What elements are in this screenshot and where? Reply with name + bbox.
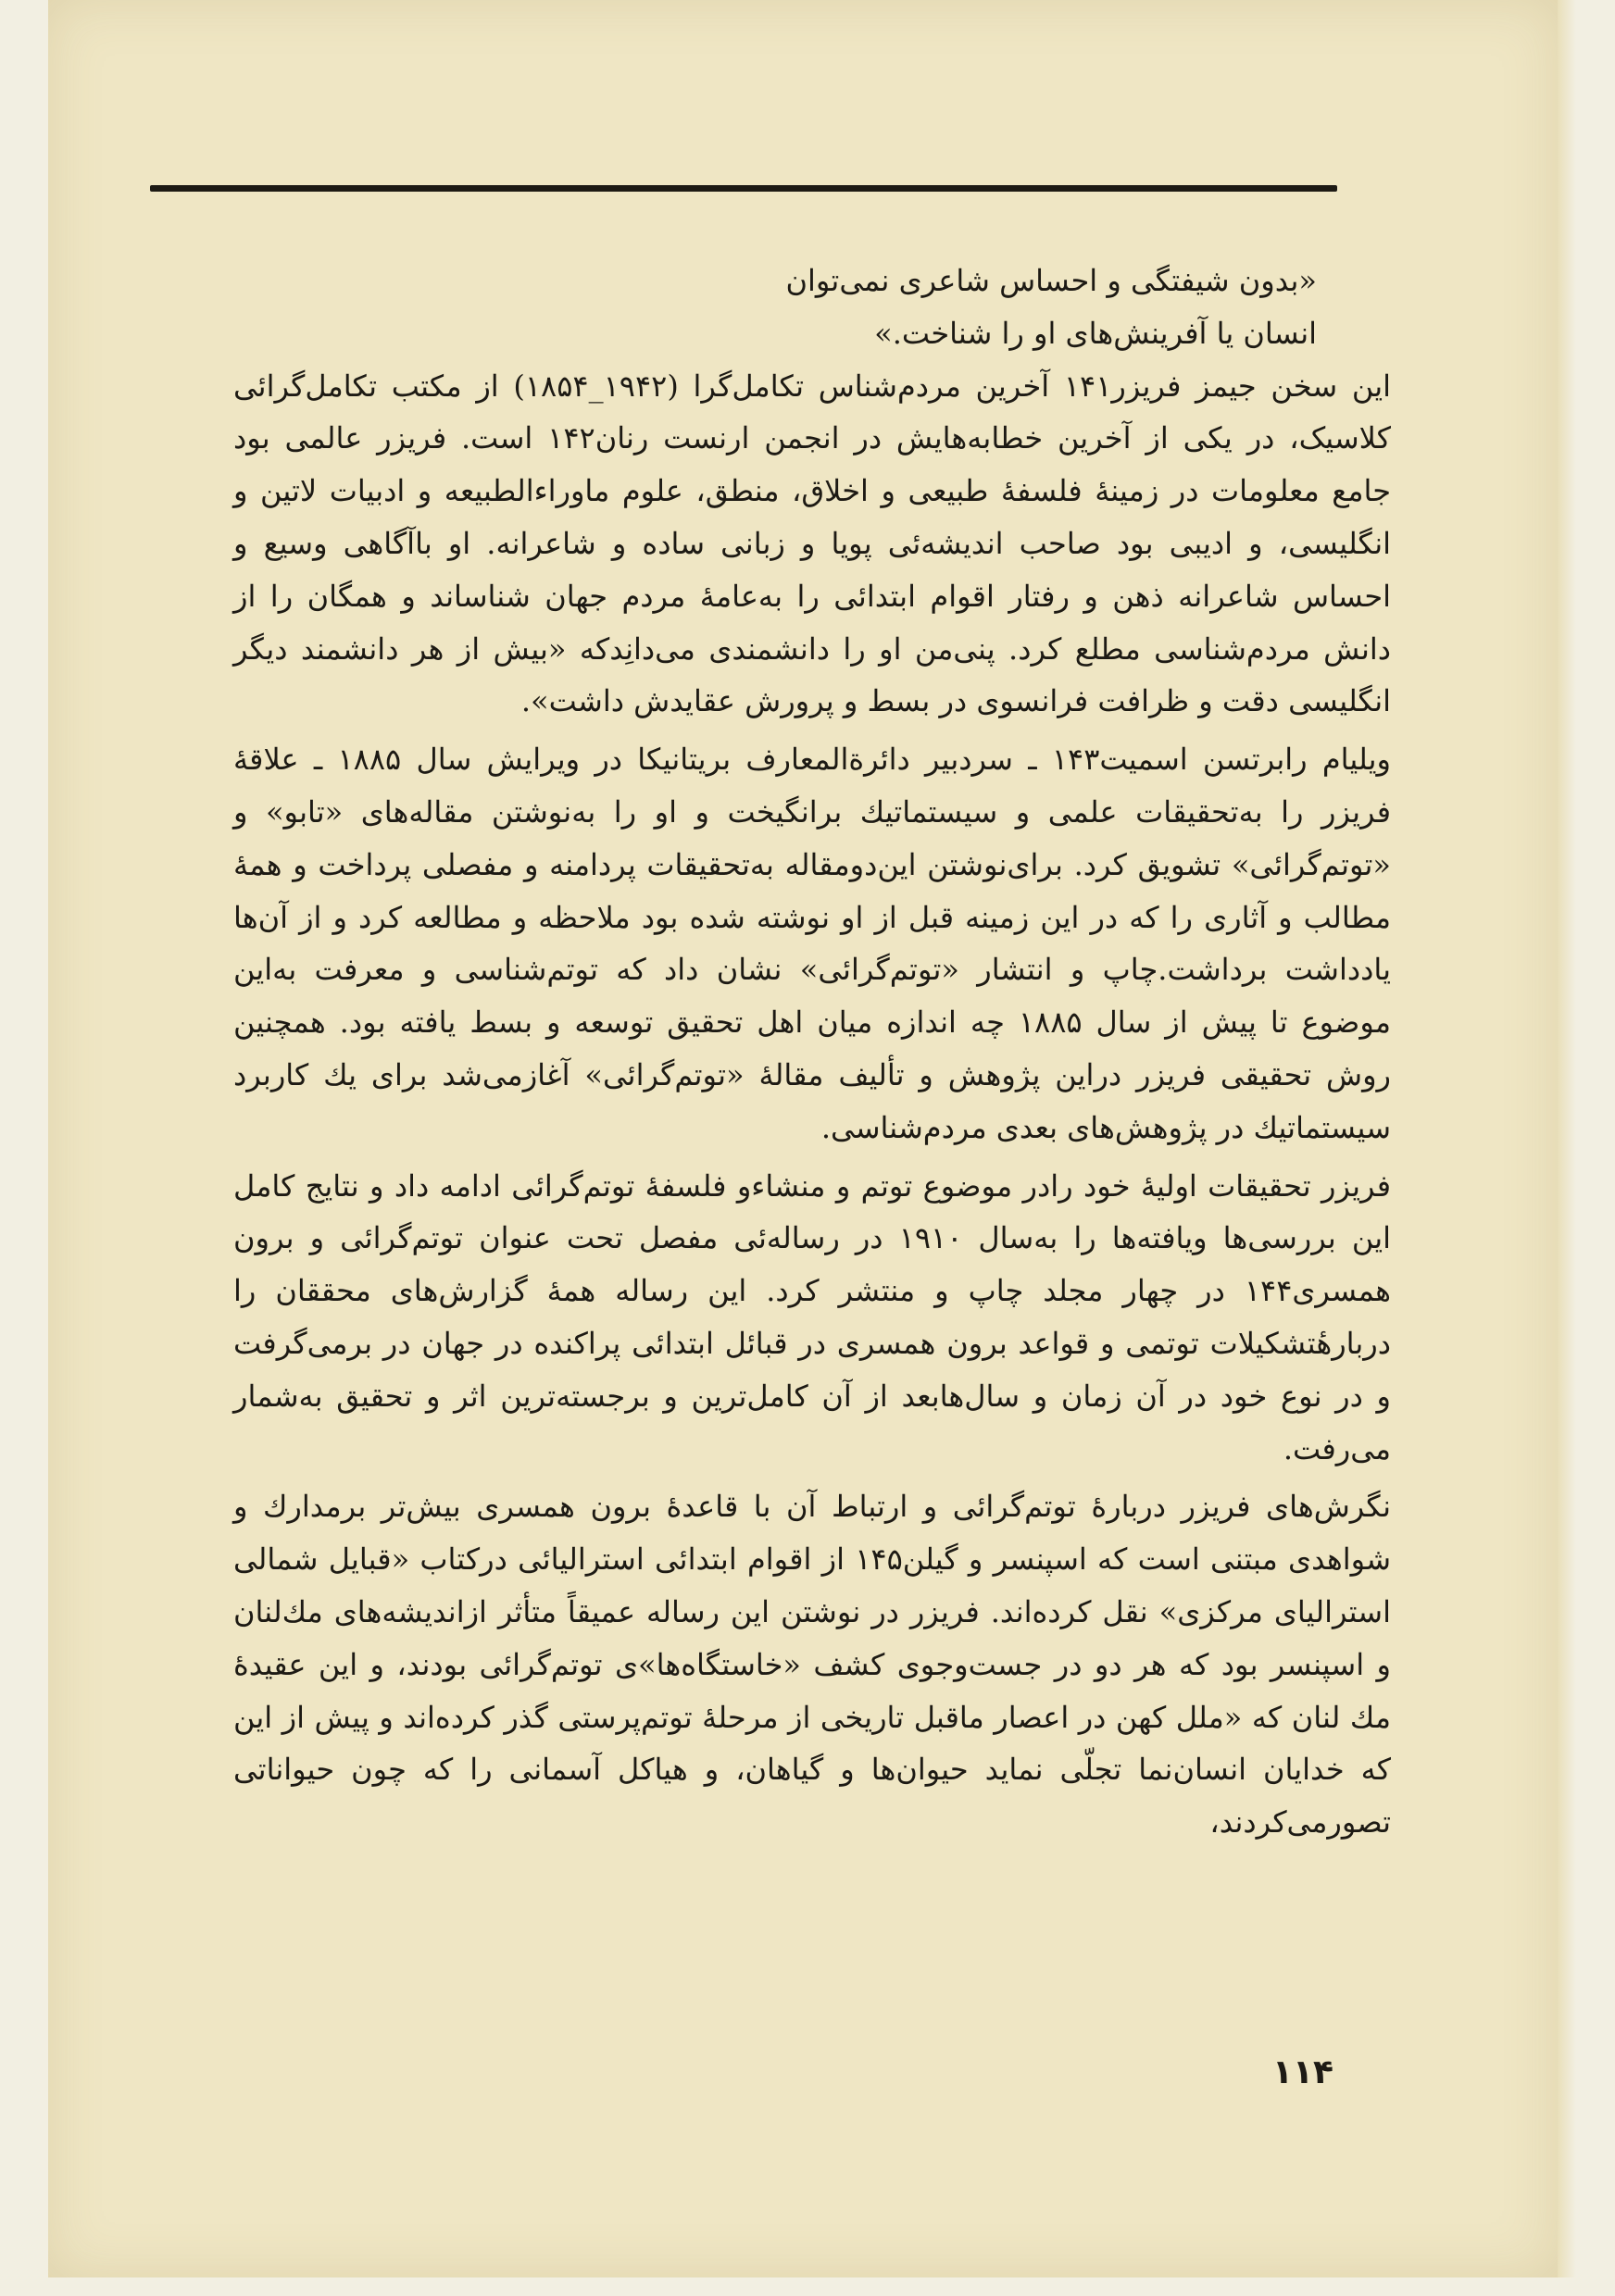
paragraph-3: فریزر تحقیقات اولیهٔ خود رادر موضوع توتم و منشاءو فلسفهٔ توتم‌گرائی ادامه داد و نتایج کامل این بررسی‌ها ویافته‌ها را به‌سال ۱۹۱۰ در رساله‌ئی مفصل تحت عنوان توتم‌گرائی و برون همسری۱۴۴ در چهار مجلد چاپ و منتشر کرد. این رساله همهٔ گزارش‌های محققان را دربارهٔتشکیلات توتمی و قواعد برون همسری در قبائل ابتدائی پراکنده در جهان در برمی‌گرفت و در نوع خود در آن زمان و سال‌هابعد از آن کامل‌ترین و برجسته‌ترین اثر و تحقیق به‌شمار می‌رفت.: [233, 1167, 1392, 1466]
paragraph-1: این سخن جیمز فریزر۱۴۱ آخرین مردم‌شناس تکامل‌گرا (۱۹۴۲_۱۸۵۴) از مکتب تکامل‌گرائی کلاسیک، در یکی از آخرین خطابه‌هایش در انجمن ارنست رنان۱۴۲ است. فریزر عالمی بود جامع معلومات در زمینهٔ فلسفهٔ طبیعی و اخلاق، منطق، علوم ماوراءالطبیعه و ادبیات لاتین و انگلیسی، و ادیبی بود صاحب اندیشه‌ئی پویا و زبانی ساده و شاعرانه. او باآگاهی وسیع و احساس شاعرانه ذهن و رفتار اقوام ابتدائی را به‌عامهٔ مردم جهان شناساند و همگان را از دانش مردم‌شناسی مطلع کرد. پنی‌من او را دانشمندی می‌دانِدکه «بیش از هر دانشمند دیگر انگلیسی دقت و ظرافت فرانسوی در بسط و پرورش عقایدش داشت».: [233, 368, 1392, 719]
epigraph-line-1: «بدون شیفتگی و احساس شاعری نمی‌توان: [785, 263, 1317, 298]
paragraph-4: نگرش‌های فریزر دربارهٔ توتم‌گرائی و ارتباط آن با قاعدهٔ برون همسری بیش‌تر برمدارك و شواهدی مبتنی است که اسپنسر و گیلن۱۴۵ از اقوام ابتدائی استرالیائی درکتاب «قبایل شمالی استرالیای مرکزی» نقل کرده‌اند. فریزر در نوشتن این رساله عمیقاً متأثر ازاندیشه‌های مك‌لنان و اسپنسر بود که هر دو در جست‌وجوی کشف «خاستگاه‌ها»ی توتم‌گرائی بودند، و این عقیدهٔ مك لنان که «ملل کهن در اعصار ماقبل تاریخی از مرحلهٔ توتم‌پرستی گذر کرده‌اند و پیش از این که خدایان انسان‌نما تجلّی نماید حیوان‌ها و گیاهان، و هیاکل آسمانی را که چون حیواناتی تصورمی‌کردند،: [233, 1489, 1392, 1841]
paragraph-2: ویلیام رابرتسن اسمیت۱۴۳ ـ سردبیر دائرةالمعارف بریتانیکا در ویرایش سال ۱۸۸۵ ـ علاقهٔ فریزر را به‌تحقیقات علمی و سیستماتیك برانگیخت و او را به‌نوشتن مقاله‌های «تابو» و «توتم‌گرائی» تشویق کرد. برای‌نوشتن این‌دومقاله به‌تحقیقات پردامنه و مفصلی پرداخت و همهٔ مطالب و آثاری را که در این زمینه قبل از او نوشته شده بود ملاحظه و مطالعه کرد و از آن‌ها یادداشت برداشت.چاپ و انتشار «توتم‌گرائی» نشان داد که توتم‌شناسی و معرفت به‌این موضوع تا پیش از سال ۱۸۸۵ چه اندازه میان اهل تحقیق توسعه و بسط یافته بود. همچنین روش تحقیقی فریزر دراین پژوهش و تألیف مقالهٔ «توتم‌گرائی» آغازمی‌شد برای یك کاربرد سیستماتیك در پژوهش‌های بعدی مردم‌شناسی.: [233, 742, 1392, 1145]
book-page: [48, 0, 1558, 2277]
epigraph: [233, 255, 1317, 360]
header-rule: [150, 185, 1337, 192]
epigraph-line-2: انسان یا آفرینش‌های او را شناخت.»: [874, 315, 1317, 351]
body-text: [233, 255, 1391, 1854]
page-number: ۱۱۴: [1272, 2053, 1333, 2091]
